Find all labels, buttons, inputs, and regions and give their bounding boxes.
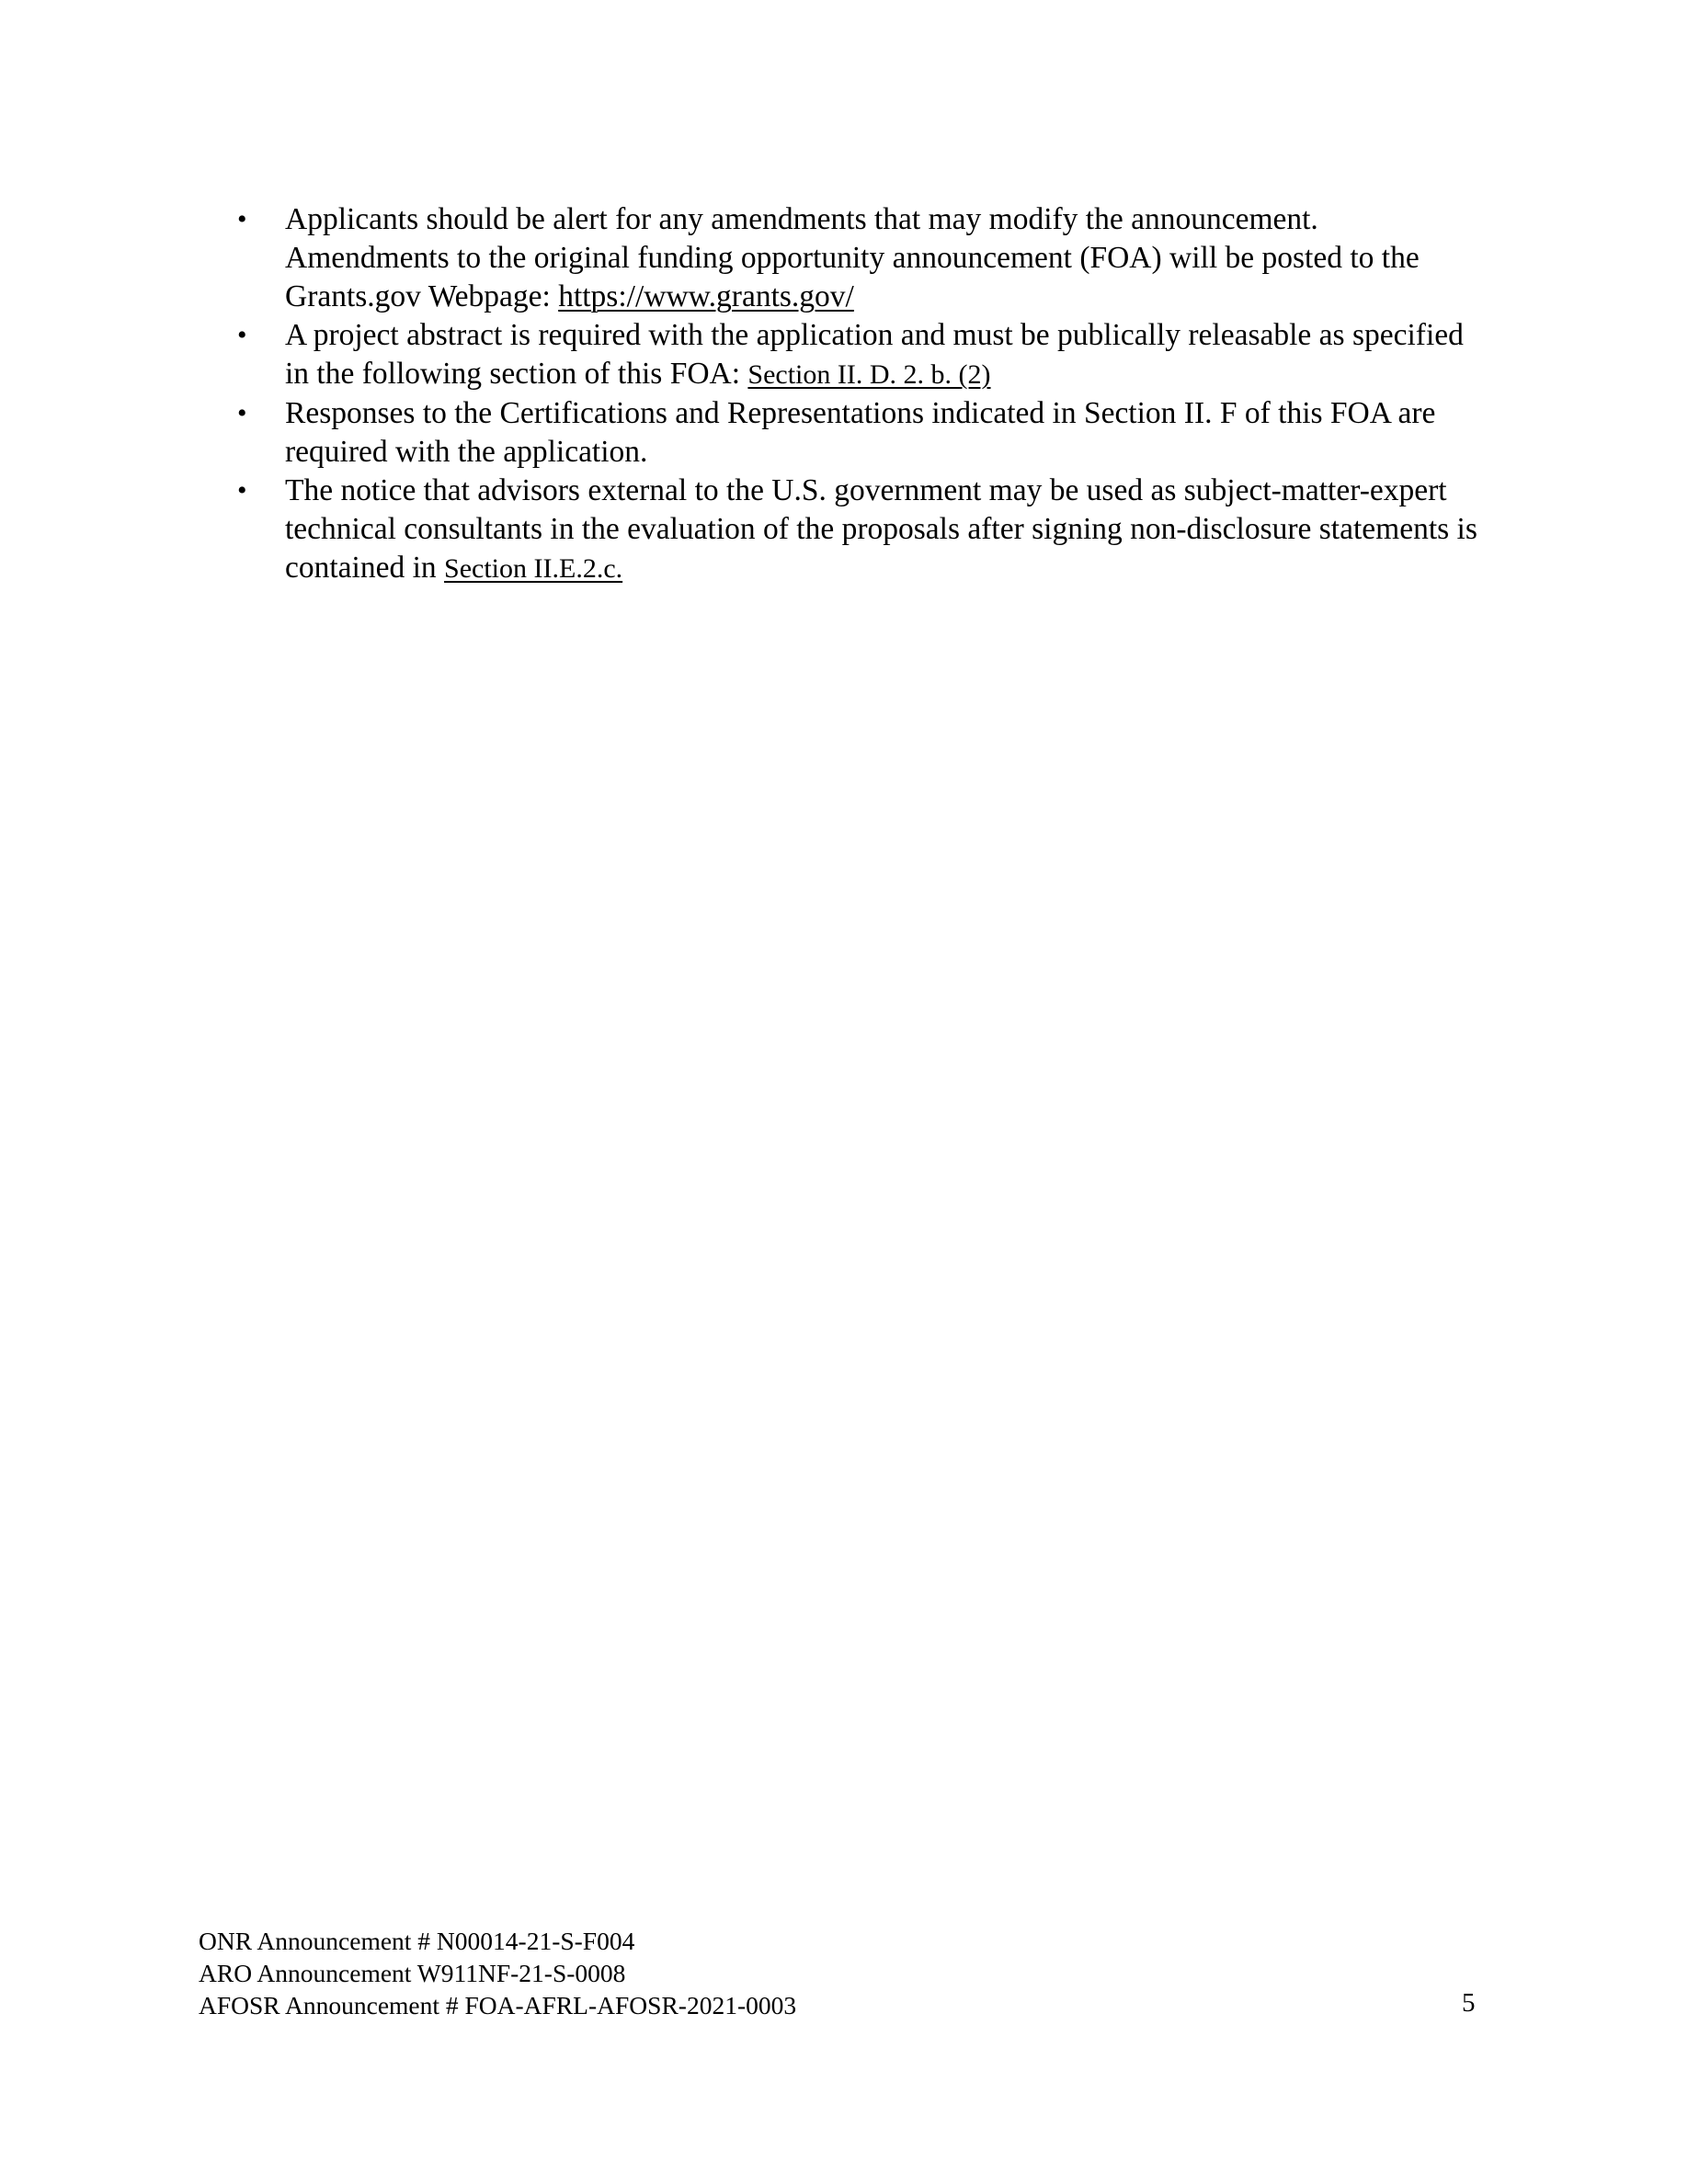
bullet-text: Applicants should be alert for any amendments that may modify the announcement. Amendments to the original funding opportunity announcement (FOA) will be posted to the Grants.gov Webpage: [285,202,1420,313]
bullet-icon: • [237,475,247,506]
list-item [232,472,1482,588]
bullet-text: The notice that advisors external to the U.S. government may be used as subject-matter-expert technical consultants in the evaluation of the proposals after signing non-disclosure statements is contained in [285,473,1477,585]
section-link-abstract[interactable]: Section II. D. 2. b. (2) [747,359,991,390]
page-footer [199,1925,796,2021]
bullet-icon: • [237,320,247,350]
section-link-nondisclosure[interactable]: Section II.E.2.c. [444,553,623,584]
list-item [232,316,1482,394]
bullet-icon: • [237,204,247,234]
bullet-text: Responses to the Certifications and Representations indicated in Section II. F of this FOA are required with the application. [285,396,1436,469]
footer-onr-announcement: ONR Announcement # N00014-21-S-F004 [199,1927,635,1955]
footer-afosr-announcement: AFOSR Announcement # FOA-AFRL-AFOSR-2021-0003 [199,1991,797,2019]
bullet-text: A project abstract is required with the application and must be publically releasable as specified in the following section of this FOA: [285,318,1464,391]
list-item [232,200,1482,316]
bullet-icon: • [237,398,247,428]
bullet-list [232,200,1482,588]
page-number: 5 [1462,1988,1476,2018]
grants-gov-link[interactable]: https://www.grants.gov/ [558,279,854,313]
list-item [232,394,1482,472]
footer-aro-announcement: ARO Announcement W911NF-21-S-0008 [199,1959,626,1987]
